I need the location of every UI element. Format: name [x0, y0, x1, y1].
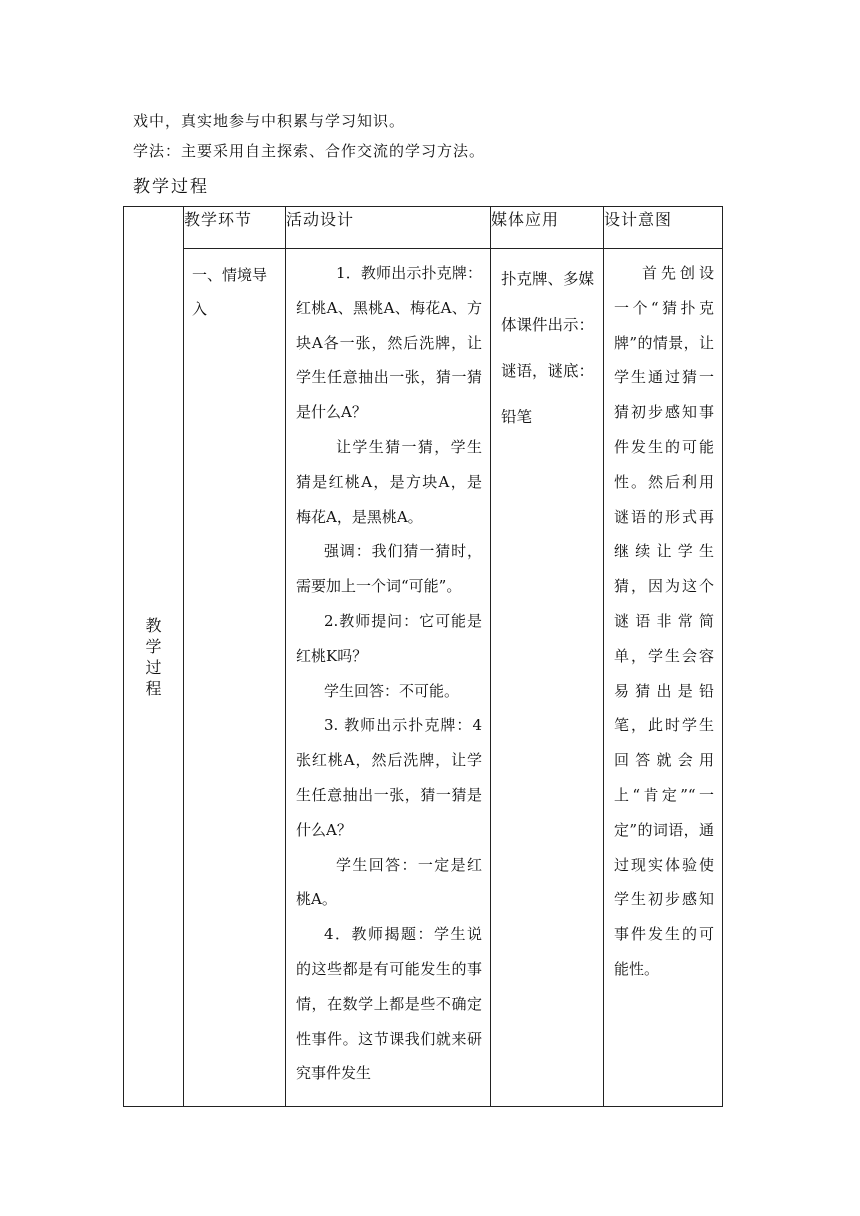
header-stage: 教学环节: [184, 207, 286, 249]
table-row: [124, 249, 723, 1107]
lesson-table: [123, 206, 723, 1107]
intro-line-1: 戏中，真实地参与中积累与学习知识。: [133, 112, 406, 130]
activity-paragraph: 3. 教师出示扑克牌：4张红桃A，然后洗牌，让学生任意抽出一张，猜一猜是什么A？: [296, 716, 482, 839]
intro-line-2: 学法：主要采用自主探索、合作交流的学习方法。: [133, 142, 486, 160]
activity-paragraph: 让学生猜一猜，学生猜是红桃A，是方块A，是梅花A，是黑桃A。: [296, 437, 482, 526]
section-title: 教学过程: [133, 177, 209, 197]
media-cell: 扑克牌、多媒体课件出示：谜语，谜底：铅笔: [491, 249, 604, 1107]
activity-paragraph: 4．教师揭题：学生说的这些都是有可能发生的事情，在数学上都是些不确定性事件。这节课我们就来研究事件发生: [296, 925, 482, 1083]
header-activity: 活动设计: [286, 207, 491, 249]
side-label-cell: [124, 207, 184, 1107]
stage-cell: 一、情境导入: [184, 249, 286, 1107]
header-media: 媒体应用: [491, 207, 604, 249]
activity-cell: [286, 249, 491, 1107]
side-label: 教学过程: [145, 615, 163, 698]
activity-paragraph: 学生回答：不可能。: [324, 681, 460, 700]
activity-paragraph: 1．教师出示扑克牌：红桃A、黑桃A、梅花A、方块A各一张，然后洗牌，让学生任意抽出一张，猜一猜是什么A？: [296, 264, 482, 422]
header-intent: 设计意图: [604, 207, 723, 249]
activity-paragraph: 学生回答：一定是红桃A。: [296, 855, 482, 909]
table-header-row: [124, 207, 723, 249]
activity-paragraph: 强调：我们猜一猜时，需要加上一个词“可能”。: [296, 542, 482, 596]
intent-cell: 首先创设一个“猜扑克牌”的情景，让学生通过猜一猜初步感知事件发生的可能性。然后利用谜语的形式再继续让学生猜，因为这个谜语非常简单，学生会容易猜出是铅笔，此时学生回答就会用上“肯定”“一定”的词语，通过现实体验使学生初步感知事件发生的可能性。: [604, 249, 723, 1107]
activity-paragraph: 2.教师提问：它可能是红桃K吗？: [296, 611, 482, 665]
